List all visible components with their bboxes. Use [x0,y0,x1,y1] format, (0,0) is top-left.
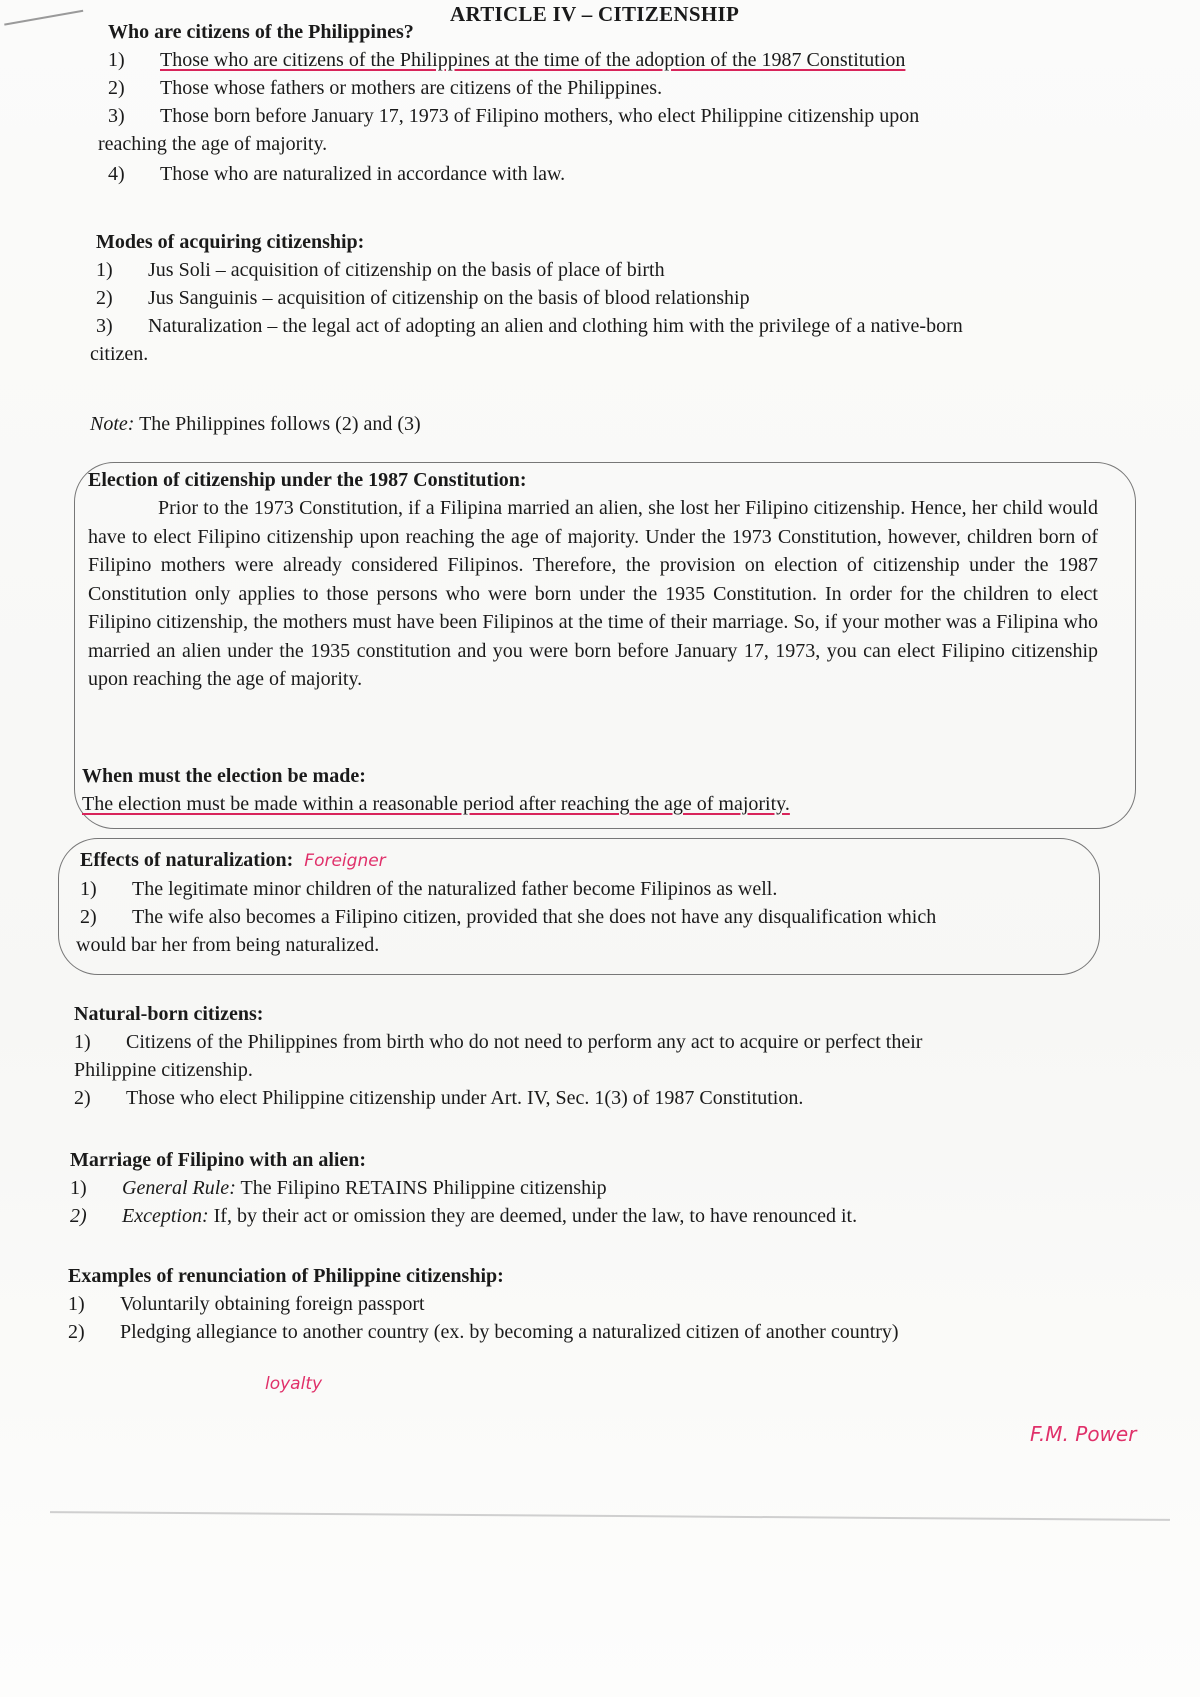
list-item [74,1028,1094,1056]
item-text: Citizens of the Philippines from birth who do not need to perform any act to acquire or perfect their [126,1031,923,1053]
handwritten-note: loyalty [265,1374,323,1394]
item-text: Those who elect Philippine citizenship under Art. IV, Sec. 1(3) of 1987 Constitution. [126,1087,804,1109]
item-text: Those who are citizens of the Philippines at the time of the adoption of the 1987 Constitution [160,49,906,71]
list-item [74,1084,1094,1112]
page-bottom-edge [50,1511,1170,1521]
list-item [70,1202,1090,1230]
item-continuation: reaching the age of majority. [98,133,328,155]
item-number: 2) [68,1321,85,1343]
item-number: 2) [70,1205,87,1227]
item-number: 1) [96,259,113,281]
note-text: The Philippines follows (2) and (3) [134,413,421,435]
item-label: Exception: [122,1205,209,1227]
section-election-of-citizenship [88,466,1098,694]
section-examples-renunciation [68,1262,1098,1346]
item-number: 2) [74,1087,91,1109]
item-text: Those whose fathers or mothers are citizens of the Philippines. [160,77,663,99]
section-effects-of-naturalization [76,846,1080,959]
note [90,410,421,438]
list-item [108,46,1048,74]
paragraph: The election must be made within a reasonable period after reaching the age of majority. [82,793,790,815]
section-heading: Marriage of Filipino with an alien: [70,1149,367,1171]
handwritten-note: Foreigner [304,851,386,871]
section-who-are-citizens [98,18,1048,188]
item-continuation: Philippine citizenship. [74,1059,253,1081]
item-text: Those born before January 17, 1973 of Filipino mothers, who elect Philippine citizenship upon [160,105,920,127]
list-item [80,875,1080,903]
item-text: The legitimate minor children of the naturalized father become Filipinos as well. [132,878,778,900]
list-item [70,1174,1090,1202]
item-number: 2) [108,77,125,99]
item-text: Jus Soli – acquisition of citizenship on the basis of place of birth [148,259,665,281]
item-continuation: would bar her from being naturalized. [76,934,380,956]
item-number: 1) [108,49,125,71]
section-heading: Election of citizenship under the 1987 Constitution: [88,469,527,491]
item-text: Jus Sanguinis – acquisition of citizenship on the basis of blood relationship [148,287,750,309]
note-label: Note: [90,413,135,435]
list-item [68,1318,1098,1346]
section-heading: When must the election be made: [82,765,366,787]
section-heading: Examples of renunciation of Philippine citizenship: [68,1265,504,1287]
section-natural-born [74,1000,1094,1112]
item-number: 4) [108,163,125,185]
item-text: Naturalization – the legal act of adopting an alien and clothing him with the privilege of a native-born [148,315,963,337]
item-number: 1) [68,1293,85,1315]
item-text: Voluntarily obtaining foreign passport [120,1293,425,1315]
page-title: ARTICLE IV – CITIZENSHIP [450,2,740,26]
item-number: 2) [80,906,97,928]
section-modes-of-acquiring [90,228,1096,368]
list-item [108,102,1048,130]
section-heading: Modes of acquiring citizenship: [96,231,365,253]
item-text: If, by their act or omission they are deemed, under the law, to have renounced it. [208,1205,858,1227]
list-item [96,312,1096,340]
list-item [80,903,1080,931]
item-text: The Filipino RETAINS Philippine citizenship [235,1177,607,1199]
section-heading: Natural-born citizens: [74,1003,264,1025]
list-item [96,256,1096,284]
item-number: 2) [96,287,113,309]
section-heading: Effects of naturalization: [80,849,294,871]
section-when-election-made [82,762,1082,818]
paragraph: Prior to the 1973 Constitution, if a Filipina married an alien, she lost her Filipino citizenship. Hence, her child would have to elect Filipino citizenship upon reaching the age of majority. Under the 1973 Constitution, however, children born of Filipino mothers were already considered Filipinos. Therefore, the provision on election of citizenship under the 1987 Constitution only applies to those persons who were born under the 1935 Constitution. In order for the children to elect Filipino citizenship, the mothers must have been Filipinos at the time of their marriage. So, if your mother was a Filipina who married an alien under the 1935 constitution and you were born before January 17, 1973, you can elect Filipino citizenship upon reaching the age of majority. [88,497,1098,690]
list-item [68,1290,1098,1318]
list-item [96,284,1096,312]
item-continuation: citizen. [90,343,149,365]
list-item [108,74,1048,102]
item-number: 1) [70,1177,87,1199]
item-number: 3) [108,105,125,127]
item-label: General Rule: [122,1177,236,1199]
item-number: 1) [80,878,97,900]
list-item [108,160,1048,188]
item-text: Pledging allegiance to another country (ex. by becoming a naturalized citizen of another country) [120,1321,899,1343]
item-number: 1) [74,1031,91,1053]
section-marriage-with-alien [70,1146,1090,1230]
section-heading: Who are citizens of the Philippines? [108,21,414,43]
folded-corner [0,0,83,26]
item-text: Those who are naturalized in accordance with law. [160,163,566,185]
item-number: 3) [96,315,113,337]
handwritten-signature: F.M. Power [1030,1422,1137,1446]
item-text: The wife also becomes a Filipino citizen, provided that she does not have any disqualification which [132,906,937,928]
